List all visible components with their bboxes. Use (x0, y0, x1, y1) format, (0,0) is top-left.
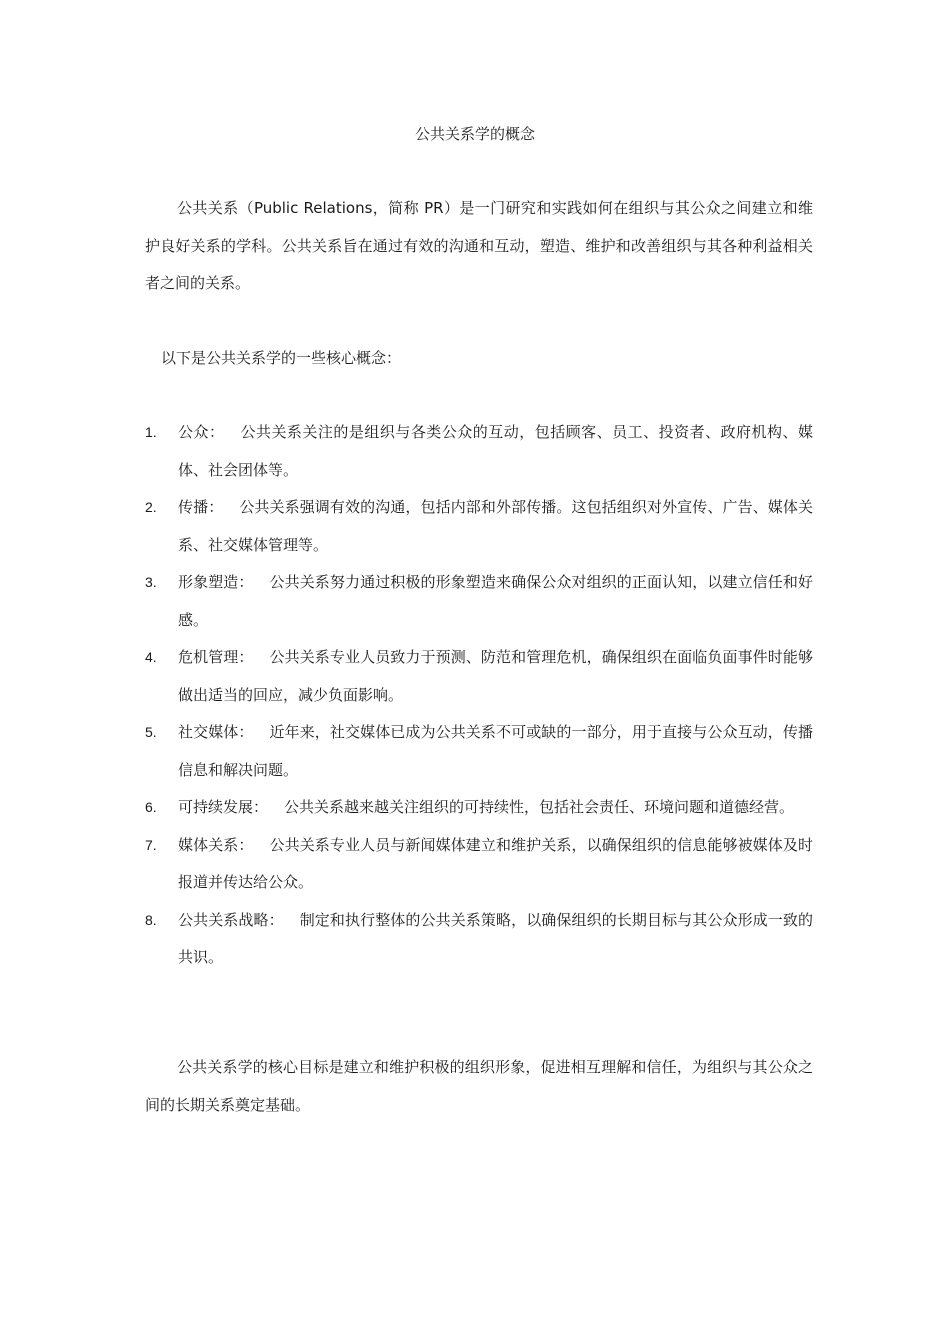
list-item-term: 形象塑造： (178, 573, 254, 591)
list-item-text: 近年来，社交媒体已成为公共关系不可或缺的一部分，用于直接与公众互动，传播信息和解决问题。 (178, 723, 813, 779)
conclusion-paragraph: 公共关系学的核心目标是建立和维护积极的组织形象，促进相互理解和信任，为组织与其公众之间的长期关系奠定基础。 (145, 1058, 813, 1114)
list-item-number: 7. (145, 836, 157, 853)
list-item-text: 公共关系强调有效的沟通，包括内部和外部传播。这包括组织对外宣传、广告、媒体关系、社交媒体管理等。 (178, 498, 813, 554)
list-item-number: 4. (145, 649, 157, 665)
list-item-term: 传播： (178, 498, 224, 516)
list-item (145, 489, 813, 564)
list-item-text: 公共关系关注的是组织与各类公众的互动，包括顾客、员工、投资者、政府机构、媒体、社会团体等。 (178, 423, 813, 479)
list-item-text: 公共关系越来越关注组织的可持续性，包括社会责任、环境问题和道德经营。 (284, 798, 795, 816)
document-title: 公共关系学的概念 (414, 125, 535, 143)
list-item-term: 危机管理： (178, 648, 254, 666)
intro-paragraph: 公共关系（Public Relations，简称 PR）是一门研究和实践如何在组织与其公众之间建立和维护良好关系的学科。公共关系旨在通过有效的沟通和互动，塑造、维护和改善组织与其各种利益相关者之间的关系。 (145, 199, 813, 292)
list-item (145, 789, 813, 827)
list-item (145, 414, 813, 489)
concept-list (145, 414, 813, 977)
list-item-term: 公共关系战略： (178, 910, 284, 929)
list-item-number: 6. (145, 799, 157, 815)
list-item-text: 公共关系努力通过积极的形象塑造来确保公众对组织的正面认知，以建立信任和好感。 (178, 573, 813, 629)
list-item-number: 2. (145, 499, 157, 515)
list-item-number: 3. (145, 574, 157, 590)
list-item-number: 8. (145, 911, 157, 928)
list-item-number: 5. (145, 724, 157, 740)
list-item-term: 可持续发展： (178, 798, 269, 816)
list-intro: 以下是公共关系学的一些核心概念： (161, 349, 402, 367)
list-item-term: 公众： (178, 423, 225, 441)
list-item (145, 714, 813, 789)
list-item (145, 564, 813, 639)
list-item-text: 公共关系专业人员与新闻媒体建立和维护关系，以确保组织的信息能够被媒体及时报道并传达给公众。 (178, 835, 813, 891)
list-item (145, 902, 813, 977)
list-item-text: 制定和执行整体的公共关系策略，以确保组织的长期目标与其公众形成一致的共识。 (178, 910, 813, 966)
list-item-text: 公共关系专业人员致力于预测、防范和管理危机，确保组织在面临负面事件时能够做出适当的回应，减少负面影响。 (178, 648, 813, 704)
list-item (145, 639, 813, 714)
list-item-term: 媒体关系： (178, 835, 254, 854)
list-item-term: 社交媒体： (178, 723, 254, 741)
list-item-number: 1. (145, 424, 157, 440)
list-item (145, 827, 813, 902)
